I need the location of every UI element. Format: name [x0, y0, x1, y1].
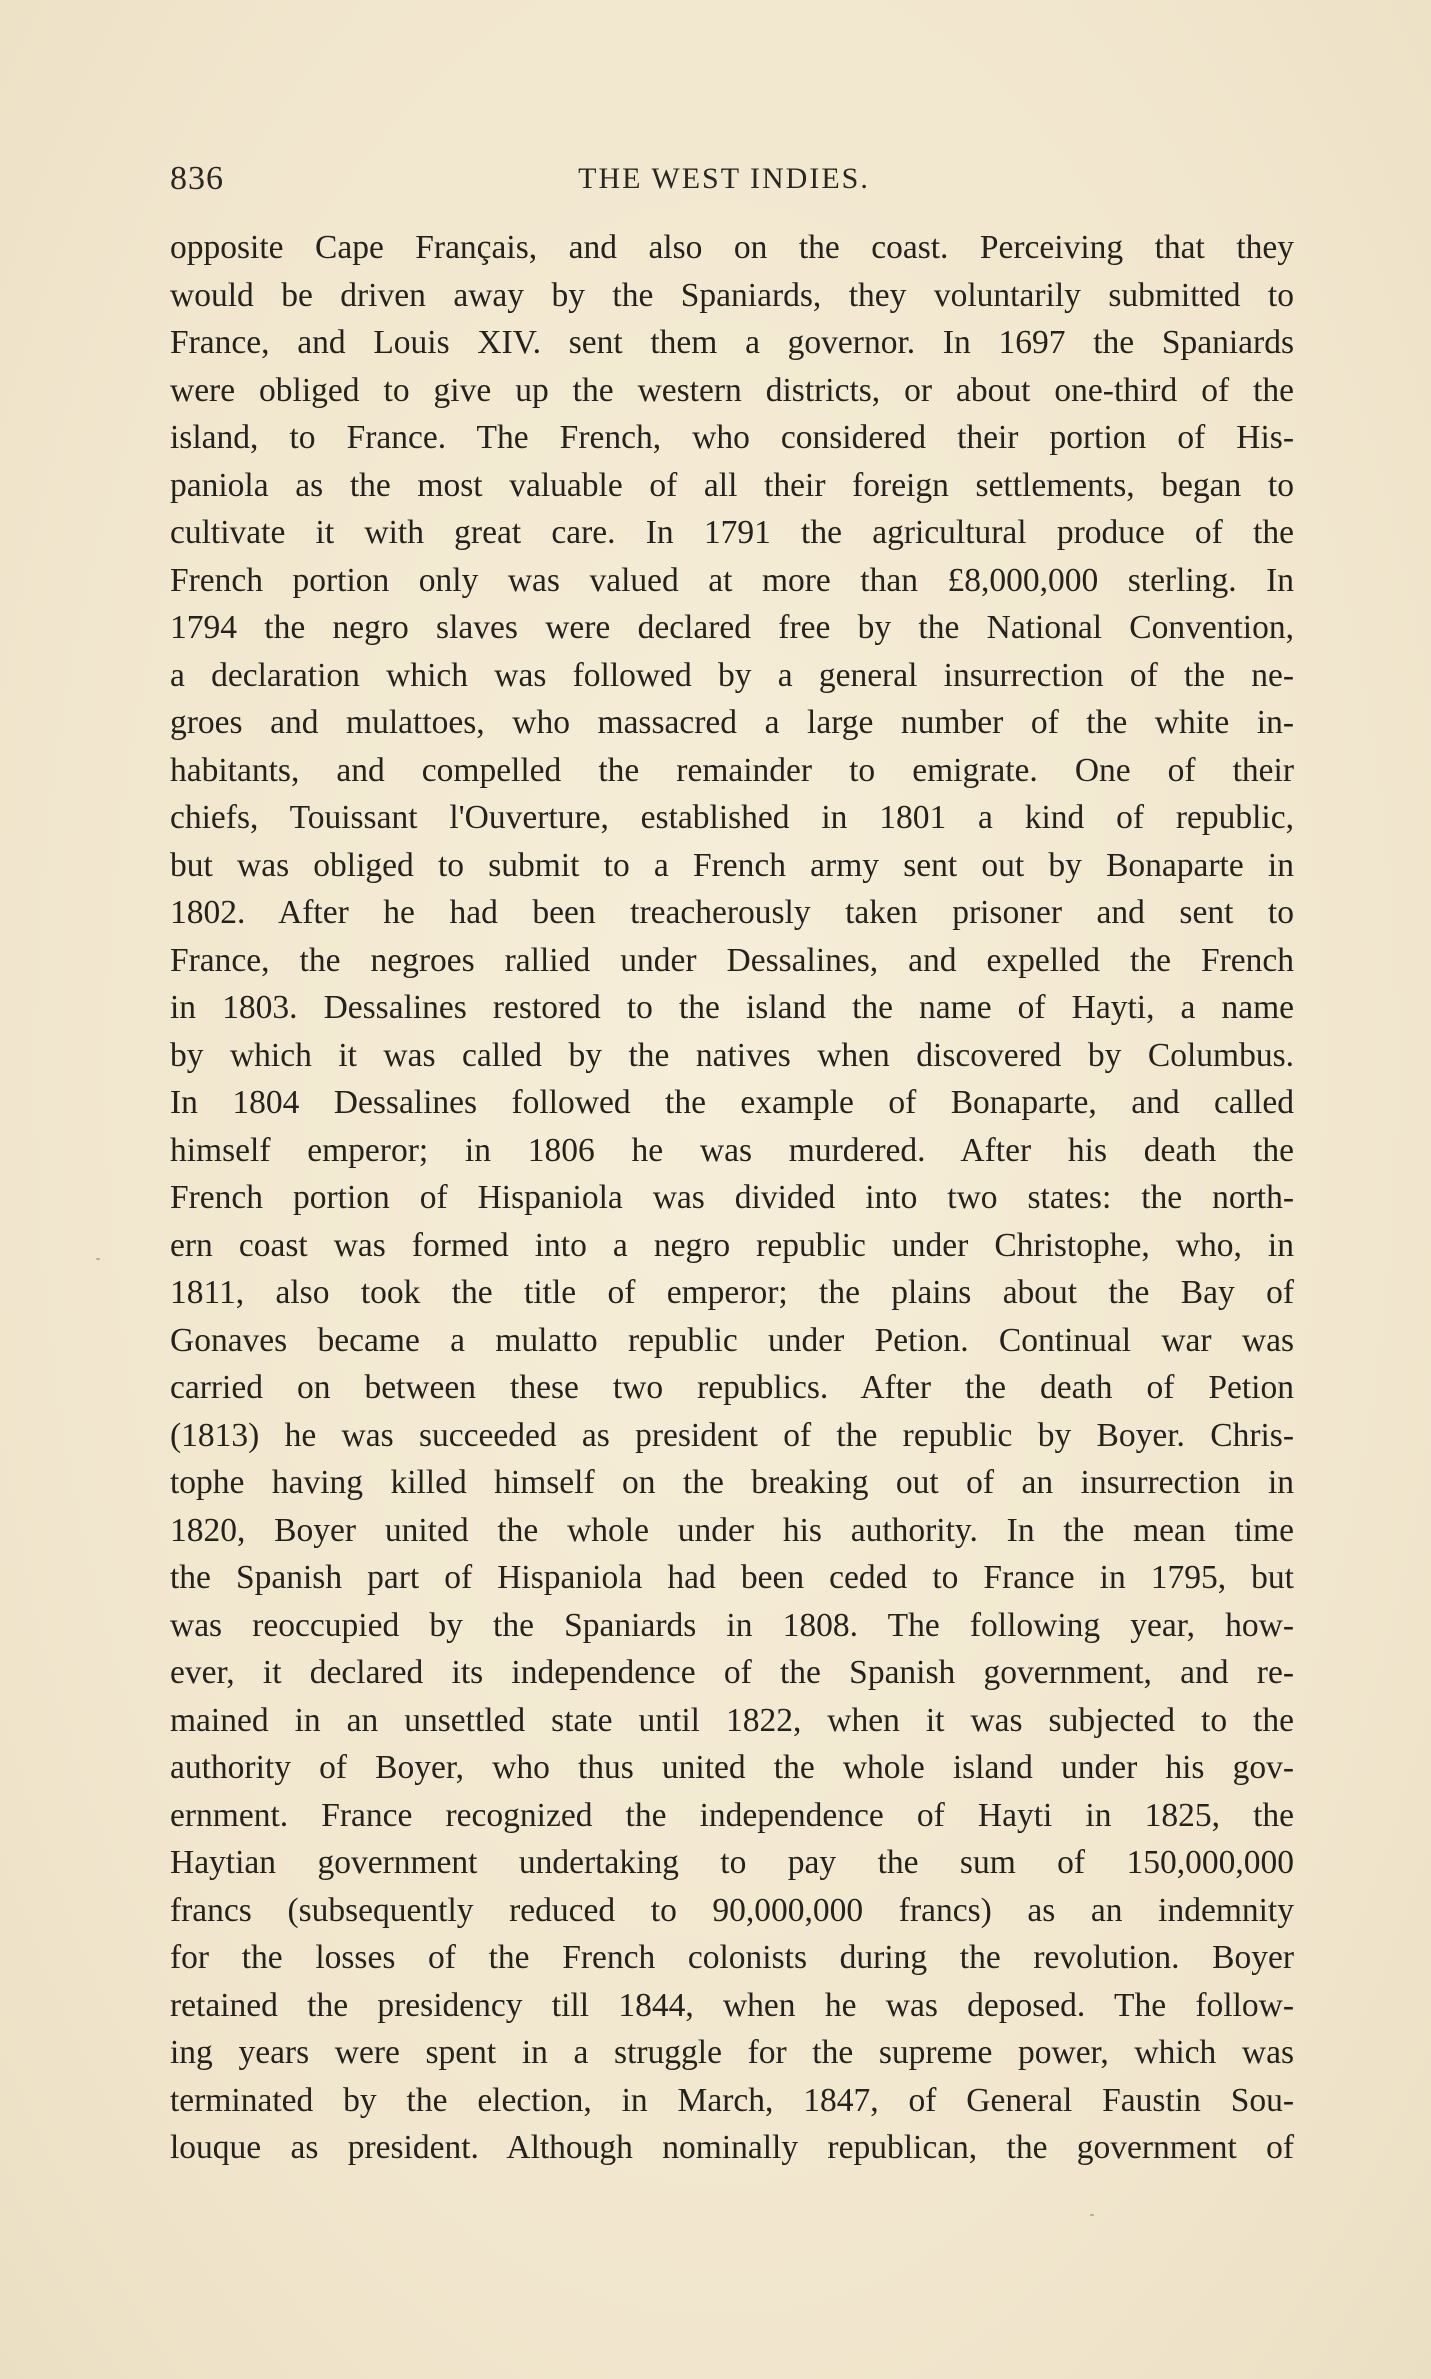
- text-line: the Spanish part of Hispaniola had been ceded to France in 1795, but: [170, 1559, 1294, 1596]
- text-line: mained in an unsettled state until 1822, when it was subjected to the: [170, 1701, 1294, 1739]
- text-line: himself emperor; in 1806 he was murdered. After his death the: [170, 1131, 1294, 1169]
- text-line: 1811, also took the title of emperor; the plains about the Bay of: [170, 1274, 1294, 1311]
- text-line: tophe having killed himself on the breaking out of an insurrection in: [170, 1464, 1294, 1501]
- text-line: by which it was called by the natives when discovered by Columbus.: [170, 1036, 1294, 1074]
- text-line: French portion only was valued at more than £8,000,000 sterling. In: [170, 561, 1294, 599]
- text-line: In 1804 Dessalines followed the example of Bonaparte, and called: [170, 1084, 1294, 1121]
- text-line: were obliged to give up the western districts, or about one-third of the: [170, 371, 1294, 409]
- text-line: francs (subsequently reduced to 90,000,000 francs) as an indemnity: [170, 1891, 1294, 1929]
- page-number: 836: [170, 160, 224, 197]
- text-line: in 1803. Dessalines restored to the island the name of Hayti, a name: [170, 989, 1294, 1026]
- text-line: carried on between these two republics. After the death of Petion: [170, 1369, 1294, 1406]
- text-line: Gonaves became a mulatto republic under Petion. Continual war was: [170, 1321, 1294, 1359]
- text-line: French portion of Hispaniola was divided into two states: the north-: [170, 1179, 1294, 1216]
- text-line: but was obliged to submit to a French army sent out by Bonaparte in: [170, 846, 1294, 884]
- running-head: THE WEST INDIES.: [578, 162, 870, 195]
- text-line: retained the presidency till 1844, when he was deposed. The follow-: [170, 1986, 1294, 2024]
- text-line: Haytian government undertaking to pay the sum of 150,000,000: [170, 1844, 1294, 1881]
- text-line: ern coast was formed into a negro republic under Christophe, who, in: [170, 1226, 1294, 1264]
- text-line: island, to France. The French, who considered their portion of His-: [170, 419, 1294, 456]
- text-line: authority of Boyer, who thus united the whole island under his gov-: [170, 1749, 1294, 1786]
- page-header: [170, 160, 1278, 204]
- text-line: a declaration which was followed by a general insurrection of the ne-: [170, 656, 1294, 694]
- text-line: would be driven away by the Spaniards, they voluntarily submitted to: [170, 276, 1294, 314]
- text-line: groes and mulattoes, who massacred a large number of the white in-: [170, 704, 1294, 741]
- text-line: (1813) he was succeeded as president of the republic by Boyer. Chris-: [170, 1416, 1294, 1454]
- text-line: France, and Louis XIV. sent them a governor. In 1697 the Spaniards: [170, 324, 1294, 361]
- body-text: [170, 224, 1294, 2172]
- text-line: ernment. France recognized the independence of Hayti in 1825, the: [170, 1796, 1294, 1834]
- paper-speck: [1090, 2214, 1094, 2216]
- text-line: 1820, Boyer united the whole under his authority. In the mean time: [170, 1511, 1294, 1549]
- text-line: habitants, and compelled the remainder to emigrate. One of their: [170, 751, 1294, 789]
- text-line: France, the negroes rallied under Dessalines, and expelled the French: [170, 941, 1294, 979]
- text-line: paniola as the most valuable of all their foreign settlements, began to: [170, 466, 1294, 504]
- text-line: chiefs, Touissant l'Ouverture, established in 1801 a kind of republic,: [170, 799, 1294, 836]
- text-line: ever, it declared its independence of the Spanish government, and re-: [170, 1654, 1294, 1691]
- text-line: cultivate it with great care. In 1791 the agricultural produce of the: [170, 514, 1294, 551]
- text-line: ing years were spent in a struggle for the supreme power, which was: [170, 2034, 1294, 2071]
- text-line: 1794 the negro slaves were declared free by the National Convention,: [170, 609, 1294, 646]
- text-line: opposite Cape Français, and also on the coast. Perceiving that they: [170, 229, 1294, 266]
- text-line: louque as president. Although nominally republican, the government of: [170, 2129, 1294, 2166]
- paper-speck: [96, 1258, 100, 1260]
- text-line: for the losses of the French colonists during the revolution. Boyer: [170, 1939, 1294, 1976]
- text-line: terminated by the election, in March, 1847, of General Faustin Sou-: [170, 2081, 1294, 2119]
- text-line: 1802. After he had been treacherously taken prisoner and sent to: [170, 894, 1294, 931]
- text-line: was reoccupied by the Spaniards in 1808. The following year, how-: [170, 1606, 1294, 1644]
